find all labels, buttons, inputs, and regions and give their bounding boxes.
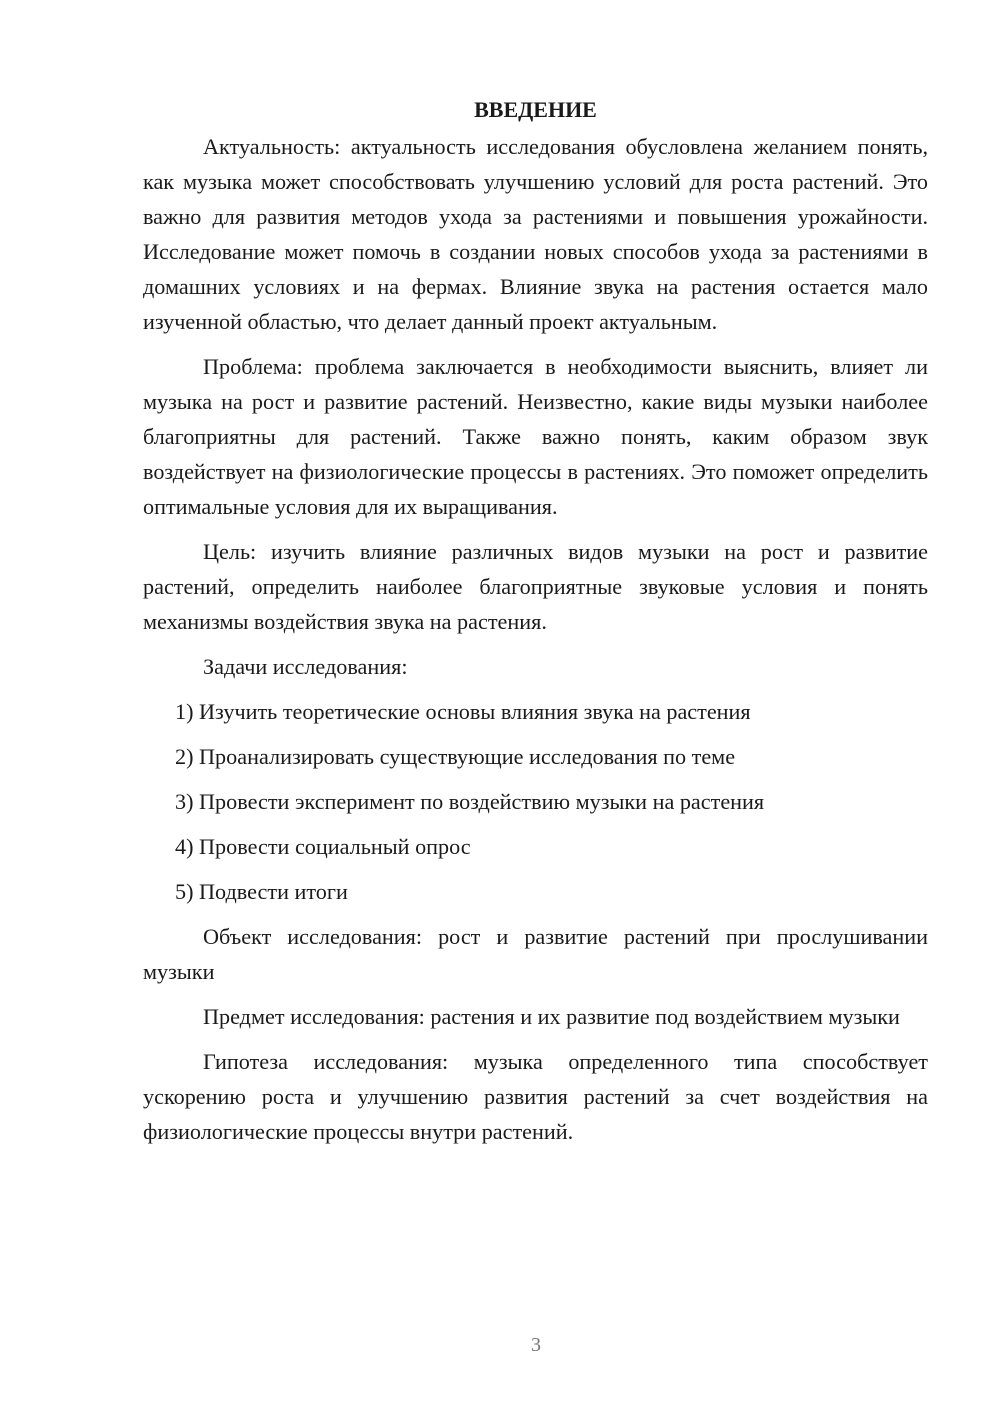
- task-list: [143, 694, 928, 909]
- page-number: 3: [531, 1334, 541, 1356]
- list-item: 3) Провести эксперимент по воздействию музыки на растения: [175, 789, 765, 814]
- list-item: 2) Проанализировать существующие исследования по теме: [175, 744, 736, 769]
- relevance-paragraph: Актуальность: актуальность исследования обусловлена желанием понять, как музыка может способствовать улучшению условий для роста растений. Это важно для развития методов ухода за растениями и повышения урожайности. Исследование может помочь в создании новых способов ухода за растениями в домашних условиях и на фермах. Влияние звука на растения остается мало изученной областью, что делает данный проект актуальным.: [143, 134, 928, 334]
- problem-paragraph: Проблема: проблема заключается в необходимости выяснить, влияет ли музыка на рост и развитие растений. Неизвестно, какие виды музыки наиболее благоприятны для растений. Также важно понять, каким образом звук воздействует на физиологические процессы в растениях. Это поможет определить оптимальные условия для их выращивания.: [143, 354, 928, 519]
- hypothesis-paragraph: Гипотеза исследования: музыка определенного типа способствует ускорению роста и улучшению развития растений за счет воздействия на физиологические процессы внутри растений.: [143, 1049, 928, 1144]
- list-item: 4) Провести социальный опрос: [175, 834, 471, 859]
- list-item: 5) Подвести итоги: [175, 879, 348, 904]
- document-page: [143, 92, 928, 1159]
- list-item: 1) Изучить теоретические основы влияния звука на растения: [175, 699, 751, 724]
- page-title: ВВЕДЕНИЕ: [474, 97, 597, 122]
- tasks-title: Задачи исследования:: [203, 654, 408, 679]
- subject-paragraph: Предмет исследования: растения и их развитие под воздействием музыки: [203, 1004, 900, 1029]
- object-paragraph: Объект исследования: рост и развитие растений при прослушивании музыки: [143, 924, 928, 984]
- goal-paragraph: Цель: изучить влияние различных видов музыки на рост и развитие растений, определить наиболее благоприятные звуковые условия и понять механизмы воздействия звука на растения.: [143, 539, 928, 634]
